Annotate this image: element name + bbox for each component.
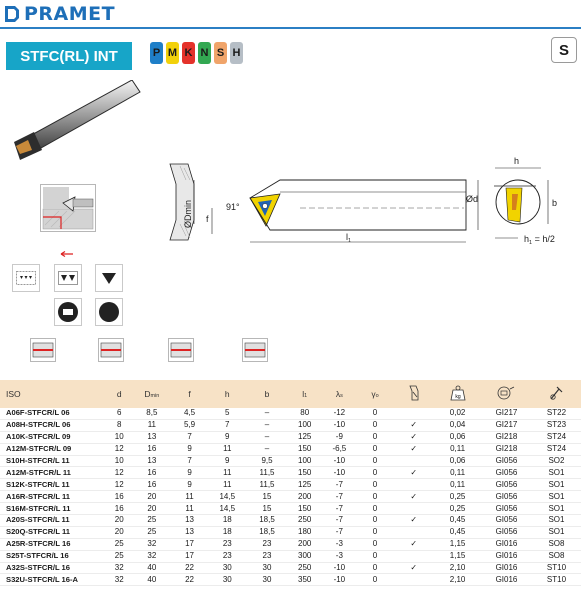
- cell-f: 9: [171, 479, 208, 491]
- material-group-s: S: [214, 42, 227, 64]
- table-header-row: [0, 380, 581, 408]
- cell-coolant: [393, 455, 434, 467]
- cell-kg: 0,45: [434, 526, 481, 538]
- brand-logo: [4, 3, 115, 25]
- cell-go: 0: [357, 562, 394, 574]
- col-gamma: γo: [357, 380, 394, 408]
- cell-kg: 1,15: [434, 538, 481, 550]
- cell-go: 0: [357, 467, 394, 479]
- cell-go: 0: [357, 443, 394, 455]
- cell-f: 11: [171, 503, 208, 515]
- cell-h: 14,5: [208, 503, 247, 515]
- cell-iso: A10K-STFCR/L 09: [0, 431, 106, 443]
- cell-f: 7: [171, 455, 208, 467]
- cell-f: 5,9: [171, 419, 208, 431]
- table-row: [0, 538, 581, 550]
- cell-screw: GI056: [481, 526, 532, 538]
- cell-coolant: ✓: [393, 419, 434, 431]
- cell-f: 17: [171, 538, 208, 550]
- cell-go: 0: [357, 408, 394, 419]
- cell-ls: -7: [322, 479, 357, 491]
- cell-dmin: 16: [133, 479, 172, 491]
- cell-kg: 0,02: [434, 408, 481, 419]
- cell-l1: 180: [287, 526, 322, 538]
- cell-screw: GI056: [481, 503, 532, 515]
- cell-b: 23: [247, 538, 288, 550]
- cell-b: 11,5: [247, 479, 288, 491]
- cell-iso: A16R-STFCR/L 11: [0, 491, 106, 503]
- col-weight: [434, 380, 481, 408]
- cell-d: 12: [106, 479, 133, 491]
- cell-screw: GI056: [481, 515, 532, 527]
- cell-ls: -10: [322, 419, 357, 431]
- cell-b: 30: [247, 574, 288, 586]
- svg-text:kg: kg: [454, 394, 461, 400]
- cell-screw: GI016: [481, 562, 532, 574]
- cell-b: –: [247, 431, 288, 443]
- insert-shape-medium-cell: [54, 264, 82, 292]
- cell-f: 4,5: [171, 408, 208, 419]
- cell-l1: 200: [287, 491, 322, 503]
- technical-drawing: [150, 150, 581, 260]
- table-row: [0, 408, 581, 419]
- cell-coolant: [393, 479, 434, 491]
- cell-go: 0: [357, 515, 394, 527]
- header-divider: [0, 27, 581, 29]
- kappa-label: 91°: [226, 202, 240, 212]
- col-coolant: [393, 380, 434, 408]
- cell-iso: A08H-STFCR/L 06: [0, 419, 106, 431]
- cell-kg: 0,45: [434, 515, 481, 527]
- cell-l1: 300: [287, 550, 322, 562]
- cell-coolant: ✓: [393, 467, 434, 479]
- cell-go: 0: [357, 550, 394, 562]
- cell-h: 23: [208, 538, 247, 550]
- cell-screw: GI217: [481, 419, 532, 431]
- cell-kg: 0,06: [434, 431, 481, 443]
- cell-ls: -10: [322, 455, 357, 467]
- screw-icon: [497, 385, 515, 401]
- cell-b: 30: [247, 562, 288, 574]
- cell-key: SO1: [532, 526, 581, 538]
- screw-clamp-icon: [57, 301, 79, 323]
- d-label: Ød: [466, 194, 479, 204]
- cell-h: 9: [208, 431, 247, 443]
- cell-d: 8: [106, 419, 133, 431]
- table-row: [0, 503, 581, 515]
- table-row: [0, 491, 581, 503]
- cell-key: SO1: [532, 503, 581, 515]
- cell-dmin: 20: [133, 503, 172, 515]
- cell-iso: A06F-STFCR/L 06: [0, 408, 106, 419]
- l1-label: $l_1$: [346, 232, 352, 244]
- cell-ls: -10: [322, 574, 357, 586]
- cell-coolant: [393, 574, 434, 586]
- cell-d: 25: [106, 538, 133, 550]
- cell-dmin: 16: [133, 443, 172, 455]
- cell-screw: GI016: [481, 550, 532, 562]
- cell-key: SO1: [532, 491, 581, 503]
- cell-dmin: 8,5: [133, 408, 172, 419]
- cell-dmin: 11: [133, 419, 172, 431]
- table-row: [0, 455, 581, 467]
- cell-d: 16: [106, 503, 133, 515]
- cell-key: ST10: [532, 574, 581, 586]
- material-group-m: M: [166, 42, 179, 64]
- table-row: [0, 419, 581, 431]
- table-row: [0, 550, 581, 562]
- cell-go: 0: [357, 479, 394, 491]
- cell-d: 12: [106, 467, 133, 479]
- triangle-small-icon: [16, 271, 36, 285]
- col-f: f: [171, 380, 208, 408]
- cell-d: 16: [106, 491, 133, 503]
- cell-key: ST22: [532, 408, 581, 419]
- table-row: [0, 515, 581, 527]
- cell-ls: -12: [322, 408, 357, 419]
- cell-key: SO1: [532, 515, 581, 527]
- weight-icon: [450, 385, 466, 401]
- cell-iso: S20Q-STFCR/L 11: [0, 526, 106, 538]
- cell-l1: 100: [287, 455, 322, 467]
- cell-l1: 100: [287, 419, 322, 431]
- cell-ls: -10: [322, 562, 357, 574]
- cell-coolant: [393, 503, 434, 515]
- material-group-n: N: [198, 42, 211, 64]
- cell-kg: 2,10: [434, 574, 481, 586]
- cell-coolant: ✓: [393, 515, 434, 527]
- cell-kg: 0,11: [434, 443, 481, 455]
- cell-d: 32: [106, 562, 133, 574]
- triangle-large-icon: [101, 271, 117, 285]
- cell-d: 12: [106, 443, 133, 455]
- cell-l1: 125: [287, 479, 322, 491]
- cell-f: 17: [171, 550, 208, 562]
- material-group-p: P: [150, 42, 163, 64]
- cell-b: 23: [247, 550, 288, 562]
- brand-name: PRAMET: [24, 3, 116, 25]
- cell-b: 15: [247, 491, 288, 503]
- cell-iso: S12K-STFCR/L 11: [0, 479, 106, 491]
- cell-d: 10: [106, 455, 133, 467]
- material-group-k: K: [182, 42, 195, 64]
- cell-coolant: [393, 526, 434, 538]
- cell-dmin: 25: [133, 526, 172, 538]
- round-bar-cell: [95, 298, 123, 326]
- cell-b: 15: [247, 503, 288, 515]
- cell-screw: GI218: [481, 431, 532, 443]
- cell-h: 11: [208, 479, 247, 491]
- cell-screw: GI016: [481, 574, 532, 586]
- cell-d: 6: [106, 408, 133, 419]
- cell-iso: S25T-STFCR/L 16: [0, 550, 106, 562]
- round-shank-icon: [98, 301, 120, 323]
- cell-b: 9,5: [247, 455, 288, 467]
- cell-go: 0: [357, 419, 394, 431]
- cell-iso: A25R-STFCR/L 16: [0, 538, 106, 550]
- cell-dmin: 13: [133, 431, 172, 443]
- cell-iso: A20S-STFCR/L 11: [0, 515, 106, 527]
- cell-go: 0: [357, 503, 394, 515]
- cell-b: –: [247, 408, 288, 419]
- cell-go: 0: [357, 574, 394, 586]
- cell-key: ST10: [532, 562, 581, 574]
- material-group-h: H: [230, 42, 243, 64]
- cell-key: ST24: [532, 431, 581, 443]
- table-row: [0, 443, 581, 455]
- cell-kg: 0,04: [434, 419, 481, 431]
- col-iso: ISO: [0, 380, 106, 408]
- cell-screw: GI056: [481, 491, 532, 503]
- cell-ls: -6,5: [322, 443, 357, 455]
- cell-l1: 150: [287, 503, 322, 515]
- pramet-logo-icon: [4, 5, 20, 23]
- cell-ls: -10: [322, 467, 357, 479]
- cell-l1: 150: [287, 467, 322, 479]
- cell-h: 9: [208, 455, 247, 467]
- cell-ls: -7: [322, 503, 357, 515]
- col-key: [532, 380, 581, 408]
- cell-screw: GI016: [481, 538, 532, 550]
- cell-l1: 150: [287, 443, 322, 455]
- cell-b: 11,5: [247, 467, 288, 479]
- table-row: [0, 562, 581, 574]
- cell-ls: -3: [322, 538, 357, 550]
- cell-h: 30: [208, 574, 247, 586]
- cell-b: 18,5: [247, 526, 288, 538]
- bar-type-1-icon: [30, 338, 56, 362]
- table-row: [0, 467, 581, 479]
- cell-f: 22: [171, 562, 208, 574]
- cell-f: 13: [171, 515, 208, 527]
- cell-iso: S16M-STFCR/L 11: [0, 503, 106, 515]
- bar-type-4-icon: [242, 338, 268, 362]
- cell-coolant: [393, 408, 434, 419]
- cell-coolant: ✓: [393, 431, 434, 443]
- cell-key: ST23: [532, 419, 581, 431]
- col-h: h: [208, 380, 247, 408]
- cell-l1: 80: [287, 408, 322, 419]
- boring-application-icon: [40, 184, 96, 232]
- cell-b: 18,5: [247, 515, 288, 527]
- cell-coolant: ✓: [393, 443, 434, 455]
- cell-iso: A32S-STFCR/L 16: [0, 562, 106, 574]
- col-lambda: λs: [322, 380, 357, 408]
- h1-formula: $h_1 = h/2$: [524, 234, 555, 246]
- cell-h: 14,5: [208, 491, 247, 503]
- cell-kg: 2,10: [434, 562, 481, 574]
- clamping-screw-cell: [54, 298, 82, 326]
- cell-kg: 1,15: [434, 550, 481, 562]
- b-label: b: [552, 198, 558, 208]
- insert-shape-small-cell: [12, 264, 40, 292]
- cell-l1: 250: [287, 515, 322, 527]
- cell-go: 0: [357, 491, 394, 503]
- cell-dmin: 40: [133, 562, 172, 574]
- cell-key: SO1: [532, 467, 581, 479]
- bar-type-3-icon: [168, 338, 194, 362]
- cell-key: SO2: [532, 455, 581, 467]
- cell-screw: GI218: [481, 443, 532, 455]
- col-dmin: Dmin: [133, 380, 172, 408]
- table-body: [0, 408, 581, 586]
- bar-type-2-icon: [98, 338, 124, 362]
- cell-f: 7: [171, 431, 208, 443]
- cell-dmin: 32: [133, 538, 172, 550]
- triangle-medium-icon: [58, 271, 78, 285]
- cell-l1: 200: [287, 538, 322, 550]
- cell-f: 13: [171, 526, 208, 538]
- f-label: f: [206, 214, 209, 224]
- insert-shape-large-cell: [95, 264, 123, 292]
- cell-iso: S32U-STFCR/L 16-A: [0, 574, 106, 586]
- cell-h: 5: [208, 408, 247, 419]
- table-row: [0, 479, 581, 491]
- cell-dmin: 13: [133, 455, 172, 467]
- cell-go: 0: [357, 538, 394, 550]
- cell-l1: 350: [287, 574, 322, 586]
- cell-iso: S10H-STFCR/L 11: [0, 455, 106, 467]
- cell-h: 18: [208, 526, 247, 538]
- cell-coolant: ✓: [393, 538, 434, 550]
- table-row: [0, 431, 581, 443]
- table-row: [0, 526, 581, 538]
- coolant-icon: [408, 385, 420, 401]
- cell-dmin: 40: [133, 574, 172, 586]
- col-l1: l1: [287, 380, 322, 408]
- cell-go: 0: [357, 431, 394, 443]
- cell-h: 18: [208, 515, 247, 527]
- cell-d: 20: [106, 515, 133, 527]
- category-badge: S: [551, 37, 577, 63]
- cell-d: 20: [106, 526, 133, 538]
- cell-screw: GI056: [481, 467, 532, 479]
- col-screw: [481, 380, 532, 408]
- col-d: d: [106, 380, 133, 408]
- dmin-label: ØDmin: [183, 199, 193, 228]
- cell-f: 9: [171, 443, 208, 455]
- cell-coolant: [393, 550, 434, 562]
- cell-screw: GI217: [481, 408, 532, 419]
- h-label: h: [514, 156, 520, 166]
- key-wrench-icon: [548, 385, 564, 401]
- cell-h: 11: [208, 443, 247, 455]
- cell-dmin: 25: [133, 515, 172, 527]
- cell-screw: GI056: [481, 479, 532, 491]
- cell-key: SO8: [532, 538, 581, 550]
- feed-arrow-icon: [60, 251, 74, 257]
- cell-ls: -7: [322, 526, 357, 538]
- cell-h: 11: [208, 467, 247, 479]
- cell-iso: A12M-STFCR/L 11: [0, 467, 106, 479]
- cell-go: 0: [357, 526, 394, 538]
- col-b: b: [247, 380, 288, 408]
- cell-kg: 0,11: [434, 479, 481, 491]
- cell-coolant: ✓: [393, 491, 434, 503]
- cell-ls: -3: [322, 550, 357, 562]
- cell-h: 7: [208, 419, 247, 431]
- product-title: STFC(RL) INT: [6, 42, 132, 70]
- cell-d: 32: [106, 574, 133, 586]
- cell-go: 0: [357, 455, 394, 467]
- cell-coolant: ✓: [393, 562, 434, 574]
- cell-kg: 0,25: [434, 503, 481, 515]
- cell-ls: -9: [322, 431, 357, 443]
- cell-kg: 0,11: [434, 467, 481, 479]
- cell-l1: 250: [287, 562, 322, 574]
- toolholder-photo: [4, 80, 144, 170]
- specification-table: [0, 380, 581, 586]
- cell-key: ST24: [532, 443, 581, 455]
- cell-b: –: [247, 443, 288, 455]
- cell-kg: 0,25: [434, 491, 481, 503]
- cell-h: 23: [208, 550, 247, 562]
- cell-dmin: 20: [133, 491, 172, 503]
- cell-ls: -7: [322, 515, 357, 527]
- cell-d: 25: [106, 550, 133, 562]
- cell-ls: -7: [322, 491, 357, 503]
- cell-f: 22: [171, 574, 208, 586]
- cell-d: 10: [106, 431, 133, 443]
- cell-b: –: [247, 419, 288, 431]
- cell-l1: 125: [287, 431, 322, 443]
- cell-key: SO8: [532, 550, 581, 562]
- table-row: [0, 574, 581, 586]
- cell-iso: A12M-STFCR/L 09: [0, 443, 106, 455]
- cell-kg: 0,06: [434, 455, 481, 467]
- cell-h: 30: [208, 562, 247, 574]
- cell-dmin: 16: [133, 467, 172, 479]
- cell-f: 9: [171, 467, 208, 479]
- cell-f: 11: [171, 491, 208, 503]
- cell-screw: GI056: [481, 455, 532, 467]
- cell-key: SO1: [532, 479, 581, 491]
- cell-dmin: 32: [133, 550, 172, 562]
